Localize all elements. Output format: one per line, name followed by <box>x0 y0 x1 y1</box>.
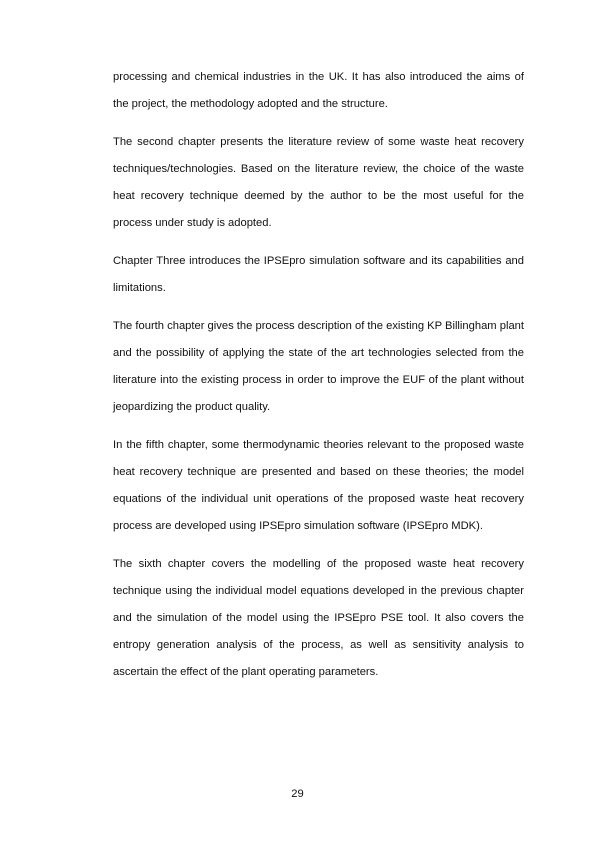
paragraph-intro-continuation: processing and chemical industries in the UK. It has also introduced the aims of the project, the methodology adopted and the structure. <box>113 71 524 110</box>
paragraph-chapter-two: The second chapter presents the literature review of some waste heat recovery techniques/technologies. Based on the literature review, the choice of the waste heat recovery technique deemed by the author to be the most useful for the process under study is adopted. <box>113 136 524 229</box>
paragraph-chapter-three: Chapter Three introduces the IPSEpro simulation software and its capabilities and limitations. <box>113 255 524 294</box>
paragraph-chapter-six: The sixth chapter covers the modelling of the proposed waste heat recovery technique using the individual model equations developed in the previous chapter and the simulation of the model using the IPSEpro PSE tool. It also covers the entropy generation analysis of the process, as well as sensitivity analysis to ascertain the effect of the plant operating parameters. <box>113 558 524 678</box>
body-text <box>113 64 524 697</box>
paragraph-chapter-five: In the fifth chapter, some thermodynamic theories relevant to the proposed waste heat recovery technique are presented and based on these theories; the model equations of the individual unit operations of the proposed waste heat recovery process are developed using IPSEpro simulation software (IPSEpro MDK). <box>113 439 524 532</box>
page-number: 29 <box>291 788 304 800</box>
paragraph-chapter-four: The fourth chapter gives the process description of the existing KP Billingham plant and the possibility of applying the state of the art technologies selected from the literature into the existing process in order to improve the EUF of the plant without jeopardizing the product quality. <box>113 320 524 413</box>
